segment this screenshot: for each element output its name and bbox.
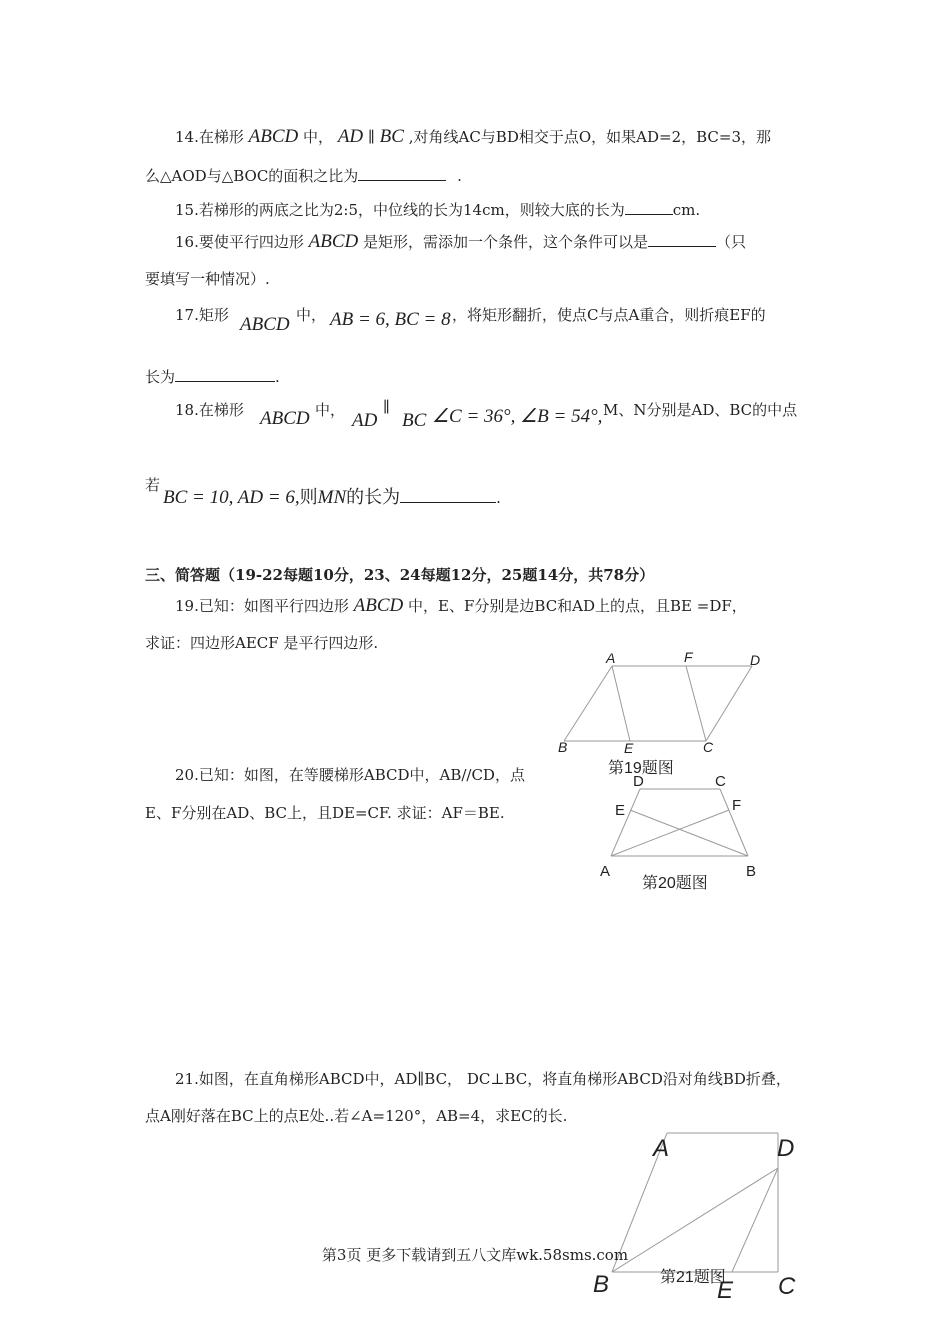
label-d: D [633,773,644,790]
math-abcd: ABCD [248,126,299,147]
edge-ab [564,666,612,741]
question-17-mid: 中， [296,306,327,324]
question-18-mid: 中， [315,401,346,419]
question-19-line1: 19.已知：如图平行四边形 ABCD 中，E、F分别是边BC和AD上的点，且BE =DF， [175,595,747,616]
label-e: E [615,802,626,819]
question-18-line2: 若 [145,476,161,494]
figure-21 [585,1128,815,1308]
question-18-bc: BC [402,410,427,431]
label-d: D [750,652,761,668]
question-18-line1: 18.在梯形 [175,401,244,419]
question-17-line1: 17.矩形 [175,306,229,324]
question-17-condition: AB = 6, BC = 8 [330,309,451,330]
figure-19 [550,646,780,781]
question-17-line2: 长为 . [145,368,280,386]
question-21-line1: 21.如图，在直角梯形ABCD中，AD∥BC， DC⊥BC，将直角梯形ABCD沿对角线BD折叠， [175,1070,791,1088]
section-heading: 三、简答题（19-22每题10分，23、24每题12分，25题14分，共78分） [145,566,655,584]
label-a: A [600,863,611,880]
question-17-rest: ，将矩形翻折，使点C与点A重合，则折痕EF的 [452,306,766,324]
label-c: C [715,773,726,790]
answer-blank [400,486,496,503]
label-d: D [777,1135,795,1162]
question-18-ad: AD [352,410,378,431]
figure-20-caption: 第20题图 [642,875,708,892]
label-a: A [653,1135,670,1162]
figure-21-caption: 第21题图 [660,1269,726,1286]
page-footer: 第3页 更多下载请到五八文库wk.58sms.com [321,1246,629,1264]
label-b: B [593,1271,610,1298]
question-14-line1: 14.在梯形 ABCD 中， AD ∥ BC ,对角线AC与BD相交于点O，如果AD=2，BC=3，那 [175,126,772,147]
math-abcd-18: ABCD [260,408,310,429]
label-f: F [732,797,742,814]
edge-ae [612,666,630,741]
label-f: F [684,649,693,665]
question-20-line2: E、F分别在AD、BC上，且DE=CF. 求证：AF＝BE. [145,804,505,822]
question-18-condition: BC = 10, AD = 6,则MN的长为 . [163,487,501,508]
question-18-parallel: ∥ [383,398,390,416]
answer-blank [358,166,446,181]
question-15: 15.若梯形的两底之比为2:5，中位线的长为14cm，则较大底的长为 cm. [175,201,701,219]
label-c: C [778,1273,796,1300]
label-b: B [746,863,757,880]
answer-blank [648,232,716,247]
figure-19-caption: 第19题图 [608,760,674,777]
question-16-line2: 要填写一种情况）. [145,270,270,288]
question-18-angles: ∠C = 36°, ∠B = 54°, [432,406,603,427]
question-16-line1: 16.要使平行四边形 ABCD 是矩形，需添加一个条件，这个条件可以是 （只 [175,231,747,252]
answer-blank [175,367,275,382]
segment-af [611,810,729,856]
question-20-line1: 20.已知：如图，在等腰梯形ABCD中，AB//CD，点 [175,766,525,784]
label-e: E [624,740,634,756]
question-18-rest: M、N分别是AD、BC的中点 [603,401,798,419]
edge-cd [706,666,752,741]
question-19-line2: 求证：四边形AECF 是平行四边形. [145,634,379,652]
edge-fc [686,666,706,741]
label-b: B [558,739,568,755]
math-abcd-17: ABCD [240,314,290,335]
segment-be [630,810,748,856]
figure-20 [595,770,775,895]
question-14-line2: 么△AOD与△BOC的面积之比为 . [145,167,462,185]
label-e: E [717,1277,734,1304]
question-21-line2: 点A刚好落在BC上的点E处..若∠A=120°，AB=4，求EC的长. [145,1107,568,1125]
label-a: A [606,650,616,666]
label-c: C [703,739,714,755]
answer-blank [625,200,673,215]
